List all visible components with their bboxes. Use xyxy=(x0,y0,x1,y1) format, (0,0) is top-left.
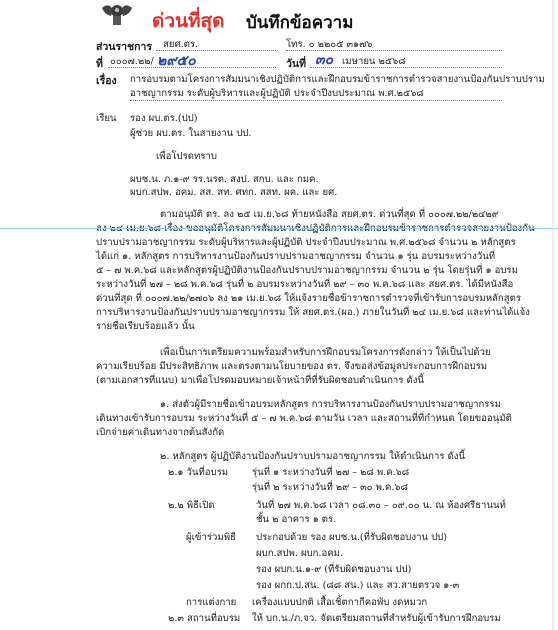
garuda-emblem xyxy=(100,0,134,26)
addressee-line-2: ผู้ช่วย ผบ.ตร. ในสายงาน ปป. xyxy=(130,128,252,139)
subject-label: เรื่อง xyxy=(96,75,117,87)
training-dates-batch-1: รุ่นที่ ๑ ระหว่างวันที่ ๒๗ – ๒๘ พ.ค.๖๘ xyxy=(252,467,410,478)
training-venue-value: ให้ บก.น./ภ.จว. จัดเตรียมสถานที่สำหรับผู้เข้ารับการฝึกอบรม xyxy=(252,613,501,624)
agency-value: สยศ.ตร. xyxy=(163,39,199,50)
attendees-label: ผู้เข้าร่วมพิธี xyxy=(186,532,236,543)
ref-label: ที่ xyxy=(96,58,103,70)
item-1-line: ๑. ส่งตัวผู้มีรายชื่อเข้าอบรมหลักสูตร การบริหารงานป้องกันปราบปรามอาชญากรรม xyxy=(160,399,501,410)
body-paragraph-2-line: ความเรียบร้อย มีประสิทธิภาพ และตรงตามนโยบายของ ตร. จึงขอส่งข้อมูลประกอบการฝึกอบรม xyxy=(96,361,488,372)
memo-title: บันทึกข้อความ xyxy=(246,13,354,33)
addressee-line-1: รอง ผบ.ตร.(ปป) xyxy=(130,113,198,124)
body-paragraph-2-line: เพื่อเป็นการเตรียมความพร้อมสำหรับการฝึกอบรมโครงการดังกล่าว ให้เป็นไปด้วย xyxy=(160,347,491,358)
cc-line-2: ผบก.สปพ. อคม. สส. สท. ศทก. สสท. ผค. และ ยศ. xyxy=(130,187,338,198)
item-2-heading: ๒. หลักสูตร ผู้ปฏิบัติงานป้องกันปราบปรามอาชญากรรม ให้ดำเนินการ ดังนี้ xyxy=(160,451,466,462)
training-dates-label: ๒.๑ วันที่อบรม xyxy=(168,467,229,478)
subject-line-1: การอบรมตามโครงการสัมมนาเชิงปฏิบัติการและฝึกอบรมข้าราชการตำรวจสายงานป้องกันปราบปราม xyxy=(130,74,545,85)
body-paragraph-2-line: (ตามเอกสารที่แนบ) มาเพื่อโปรดมอบหมายเจ้าหน้าที่ที่รับผิดชอบดำเนินการ ดังนี้ xyxy=(96,375,424,386)
opening-ceremony-label: ๒.๒ พิธีเปิด xyxy=(168,500,215,511)
urgent-stamp: ด่วนที่สุด xyxy=(152,10,225,32)
item-1-line: เดินทางเข้ารับการอบรม ระหว่างวันที่ ๕ – ๗ พ.ค.๖๘ ตามวัน เวลา และสถานที่ที่กำหนด โดยขออนุมัติ xyxy=(96,413,512,424)
ref-value: ๐๐๐๗.๒๒/ xyxy=(110,56,154,67)
opening-ceremony-time: วันที่ ๒๗ พ.ค.๖๘ เวลา ๐๘.๓๐ – ๐๙.๐๐ น. ณ ห้องศรีธานนท์ xyxy=(256,500,506,511)
scan-line xyxy=(0,228,558,229)
dress-code-value: เครื่องแบบปกติ เสื้อเชิ้ตกากีคอพับ งดหมวก xyxy=(252,597,428,608)
body-paragraph-1-line: ระหว่างวันที่ ๒๗ – ๒๘ พ.ค.๖๘ รุ่นที่ ๒ อบรมระหว่างวันที่ ๒๙ – ๓๐ พ.ค.๖๘ และ สยศ.ตร. ได้มีหนังสือ xyxy=(96,279,514,290)
dress-code-label: การแต่งกาย xyxy=(186,597,237,608)
item-1-line: เบิกจ่ายค่าเดินทางจากต้นสังกัด xyxy=(96,427,225,438)
page-edge xyxy=(552,0,554,630)
body-paragraph-1-line: ได้แก่ ๑. หลักสูตร การบริหารงานป้องกันปราบปรามอาชญากรรม จำนวน ๑ รุ่น อบรมระหว่างวันที่ xyxy=(96,251,496,262)
purpose-text: เพื่อโปรดทราบ xyxy=(156,151,217,162)
date-label: วันที่ xyxy=(286,58,306,70)
attendee-line: รอง ผกก.ป.สน. (๘๘ สน.) และ สว.สายตรวจ ๑-๓ xyxy=(256,580,460,591)
body-paragraph-1-line: ปราบปรามอาชญากรรม ระดับผู้บริหารและผู้ปฏิบัติ ประจำปีงบประมาณ พ.ศ.๒๕๖๘ จำนวน ๒ หลักสูตร xyxy=(96,237,516,248)
body-paragraph-1-line: รายชื่อเรียบร้อยแล้ว นั้น xyxy=(96,321,195,332)
phone-value: โทร. ๐ ๒๒๐๕ ๓๑๗๖ xyxy=(286,39,373,50)
subject-line-2: อาชญากรรม ระดับผู้บริหารและผู้ปฏิบัติ ประจำปีงบประมาณ พ.ศ.๒๕๖๘ xyxy=(130,88,424,99)
attendee-line: ผบก.สปพ. ผบก.อคม. xyxy=(256,548,344,559)
agency-label: ส่วนราชการ xyxy=(96,41,153,53)
opening-ceremony-venue: ชั้น ๒ อาคาร ๑ ตร. xyxy=(256,514,337,525)
body-paragraph-1-line: การบริหารงานป้องกันปราบปรามอาชญากรรม ให้ สยศ.ตร.(ผอ.) ภายในวันที่ ๒๔ เม.ย.๖๘ และท่านได้แจ้ง xyxy=(96,307,530,318)
body-paragraph-1-line: ตามอนุมัติ ตร. ลง ๒๕ เม.ย.๖๘ ท้ายหนังสือ สยศ.ตร. ด่วนที่สุด ที่ ๐๐๐๗.๒๒/๒๔๒๙ xyxy=(160,209,499,220)
date-value: เมษายน ๒๕๖๘ xyxy=(342,56,406,67)
addressee-label: เรียน xyxy=(96,113,117,124)
body-paragraph-1-line: ๕ – ๗ พ.ค.๖๘ และหลักสูตรผู้ปฏิบัติงานป้องกันปราบปรามอาชญากรรม จำนวน ๒ รุ่น โดยรุ่นที่ ๑ อบรม xyxy=(96,265,518,276)
training-venue-label: ๒.๓ สถานที่อบรม xyxy=(168,613,241,624)
attendee-line: รอง ผบก.น.๑-๙ (ที่รับผิดชอบงาน ปป) xyxy=(256,564,412,575)
date-handwritten: ๓๐ xyxy=(315,52,334,68)
ref-handwritten: ๒๙๕๐ xyxy=(157,53,196,69)
training-dates-batch-2: รุ่นที่ ๒ ระหว่างวันที่ ๒๙ – ๓๐ พ.ค.๖๘ xyxy=(252,482,408,493)
body-paragraph-1-line: ด่วนที่สุด ที่ ๐๐๐๗.๒๒/๒๗๐๖ ลง ๒๑ เม.ย.๖๘ ให้แจ้งรายชื่อข้าราชการตำรวจที่เข้ารับการอบรมหลักสูตร xyxy=(96,293,521,304)
cc-line-1: ผบช.น. ภ.๑-๙ รร.นรต. สงป. สกบ. และ กมค. xyxy=(130,174,319,185)
attendee-line: ประกอบด้วย รอง ผบช.น.(ที่รับผิดชอบงาน ปป) xyxy=(256,532,447,543)
